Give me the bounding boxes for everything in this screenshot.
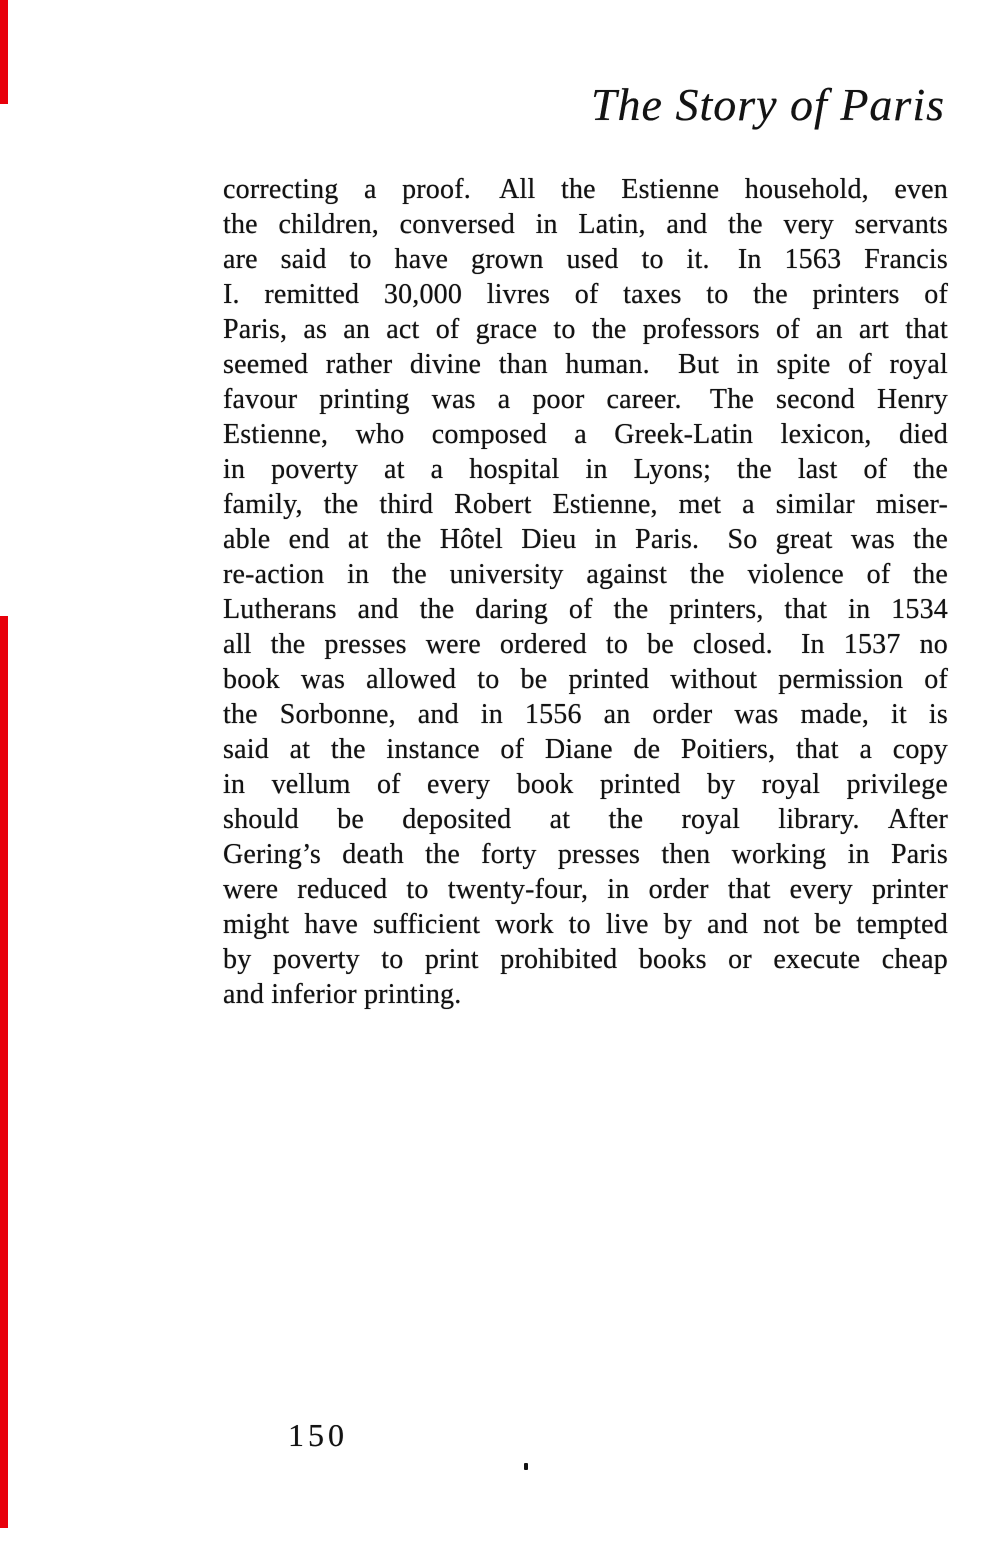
text-line: in vellum of every book printed by royal privilege — [223, 769, 948, 800]
text-line: in poverty at a hospital in Lyons; the last of the — [223, 454, 948, 485]
text-line: said at the instance of Diane de Poitiers, that a copy — [223, 734, 948, 765]
text-line: the children, conversed in Latin, and the very servants — [223, 209, 948, 240]
text-line: should be deposited at the royal library. After — [223, 804, 948, 835]
text-line: Estienne, who composed a Greek-Latin lexicon, died — [223, 419, 948, 450]
text-line: favour printing was a poor career. The second Henry — [223, 384, 948, 415]
page-number: 150 — [288, 1417, 348, 1453]
text-line: Lutherans and the daring of the printers, that in 1534 — [223, 594, 948, 625]
text-line: seemed rather divine than human. But in spite of royal — [223, 349, 948, 380]
ink-speck — [524, 1463, 528, 1470]
text-line: the Sorbonne, and in 1556 an order was made, it is — [223, 699, 948, 730]
scan-edge-artifact-top — [0, 0, 8, 104]
text-line: are said to have grown used to it. In 1563 Francis — [223, 244, 948, 275]
text-line: family, the third Robert Estienne, met a similar miser- — [223, 489, 948, 520]
text-line: able end at the Hôtel Dieu in Paris. So great was the — [223, 524, 948, 555]
text-line: Paris, as an act of grace to the professors of an art that — [223, 314, 948, 345]
text-line: all the presses were ordered to be closed. In 1537 no — [223, 629, 948, 660]
text-line: book was allowed to be printed without permission of — [223, 664, 948, 695]
running-head-title: The Story of Paris — [590, 79, 945, 130]
text-line: and inferior printing. — [223, 979, 462, 1010]
text-line: re-action in the university against the violence of the — [223, 559, 948, 590]
text-line: were reduced to twenty-four, in order that every printer — [223, 874, 948, 905]
text-line: Gering’s death the forty presses then working in Paris — [223, 839, 948, 870]
text-line: might have sufficient work to live by and not be tempted — [223, 909, 948, 940]
text-line: correcting a proof. All the Estienne household, even — [223, 174, 948, 205]
body-text — [223, 172, 948, 1012]
text-line: I. remitted 30,000 livres of taxes to the printers of — [223, 279, 948, 310]
scan-edge-artifact-bottom — [0, 616, 8, 1528]
text-line: by poverty to print prohibited books or execute cheap — [223, 944, 948, 975]
